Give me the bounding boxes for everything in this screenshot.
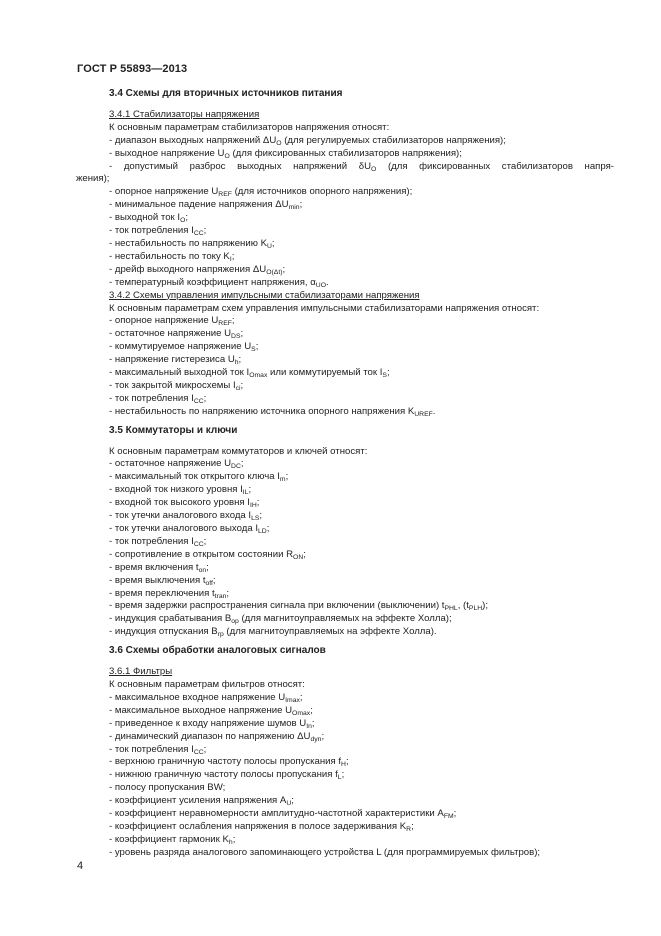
- list-item: - напряжение гистерезиса $U_h$;: [109, 354, 242, 367]
- list-item: - максимальный выходной ток $I_{Omax}$ или коммутируемый ток $I_S$;: [109, 367, 390, 380]
- list-item: - температурный коэффициент напряжения, $\alpha_{UO}$.: [109, 276, 329, 289]
- list-item: - приведенное к входу напряжение шумов $U_{In}$;: [109, 717, 315, 730]
- list-item: - коэффициент гармоник $K_h$;: [109, 833, 236, 846]
- section-3-6-1-title: 3.6.1 Фильтры: [109, 666, 173, 678]
- list-item: - опорное напряжение $U_{REF}$ (для источников опорного напряжения);: [109, 186, 413, 199]
- list-item: - сопротивление в открытом состоянии $R_{ON}$;: [109, 548, 306, 561]
- list-item: - ток закрытой микросхемы $I_{ci}$;: [109, 379, 244, 392]
- list-item: - максимальное входное напряжение $U_{Imax}$;: [109, 691, 303, 704]
- list-item: - верхнюю граничную частоту полосы пропускания $f_H$;: [109, 756, 349, 769]
- list-item: - дрейф выходного напряжения $\Delta U_{O(\Delta t)}$;: [109, 263, 286, 276]
- list-item: - уровень разряда аналогового запоминающего устройства L (для программируемых фильтров);: [109, 846, 541, 858]
- list-item: - время выключения $t_{off}$;: [109, 574, 216, 587]
- list-item: - нижнюю граничную частоту полосы пропускания $f_L$;: [109, 769, 345, 782]
- list-item: - индукция отпускания $B_{rp}$ (для магнитоуправляемых на эффекте Холла).: [109, 626, 437, 639]
- list-item: - входной ток высокого уровня $I_{IH}$;: [109, 497, 260, 510]
- list-item: - коэффициент неравномерности амплитудно-частотной характеристики $A_{FM}$;: [109, 808, 457, 821]
- list-item: - опорное напряжение $U_{REF}$;: [109, 315, 235, 328]
- section-3-4-title: 3.4 Схемы для вторичных источников питания: [109, 88, 343, 99]
- list-item: - коэффициент усиления напряжения $A_U$;: [109, 795, 294, 808]
- section-3-4-2-intro: К основным параметрам схем управления импульсными стабилизаторами напряжения относят:: [109, 302, 540, 314]
- list-item: - нестабильность по напряжению источника опорного напряжения $K_{UREF}$.: [109, 405, 436, 418]
- list-item: - коэффициент ослабления напряжения в полосе задерживания $K_R$;: [109, 820, 414, 833]
- list-item: - максимальный ток открытого ключа $I_m$;: [109, 471, 289, 484]
- document-header: ГОСТ Р 55893—2013: [77, 63, 188, 75]
- list-item: - полосу пропускания BW;: [109, 782, 226, 794]
- list-item: - коммутируемое напряжение $U_S$;: [109, 341, 259, 354]
- list-item-continuation: жения);: [76, 173, 110, 185]
- list-item: - время переключения $t_{tran}$;: [109, 587, 230, 600]
- list-item: - ток потребления $I_{CC}$;: [109, 535, 207, 548]
- page-number: 4: [77, 860, 84, 872]
- list-item: - выходное напряжение $U_O$ (для фиксированных стабилизаторов напряжения);: [109, 147, 462, 160]
- list-item: - ток потребления $I_{CC}$;: [109, 392, 207, 405]
- list-item: - индукция срабатывания $B_{op}$ (для магнитоуправляемых на эффекте Холла);: [109, 613, 452, 626]
- list-item: - остаточное напряжение $U_{DS}$;: [109, 328, 244, 341]
- section-3-5-title: 3.5 Коммутаторы и ключи: [109, 424, 238, 436]
- list-item: - входной ток низкого уровня $I_{IL}$;: [109, 484, 252, 497]
- list-item: - выходной ток $I_O$;: [109, 212, 189, 225]
- list-item: - время задержки распространения сигнала при включении (выключении) $t_{PHL}$, $(t_{PLH})$;: [109, 600, 489, 613]
- list-item: - минимальное падение напряжения $\Delta U_{min}$;: [109, 199, 303, 212]
- list-item: - ток потребления $I_{CC}$;: [109, 743, 207, 756]
- list-item: - ток утечки аналогового входа $I_{LS}$;: [109, 510, 263, 523]
- list-item: - максимальное выходное напряжение $U_{Omax}$;: [109, 704, 313, 717]
- section-3-6-title: 3.6 Схемы обработки аналоговых сигналов: [109, 645, 326, 657]
- list-item: - ток утечки аналогового выхода $I_{LD}$;: [109, 523, 270, 535]
- section-3-6-1-intro: К основным параметрам фильтров относят:: [109, 678, 305, 690]
- section-3-4-1-intro: К основным параметрам стабилизаторов напряжения относят:: [109, 121, 390, 133]
- page-content: [76, 88, 614, 860]
- list-item: - диапазон выходных напряжений $\Delta U_O$ (для регулируемых стабилизаторов напряжения);: [109, 134, 506, 147]
- section-3-4-2-title: 3.4.2 Схемы управления импульсными стабилизаторами напряжения: [109, 289, 420, 301]
- list-item: - динамический диапазон по напряжению $\Delta U_{dyn}$;: [109, 730, 325, 743]
- list-item: - ток потребления $I_{CC}$;: [109, 225, 207, 238]
- list-item: - остаточное напряжение $U_{DC}$;: [109, 458, 244, 471]
- list-item: - нестабильность по напряжению $K_U$;: [109, 237, 275, 250]
- section-3-5-intro: К основным параметрам коммутаторов и ключей относят:: [109, 445, 368, 457]
- list-item: - время включения $t_{on}$;: [109, 561, 209, 574]
- list-item: - допустимый разброс выходных напряжений $\delta U_O$ (для фиксированных стабилизаторов напря-: [109, 160, 614, 173]
- section-3-4-1-title: 3.4.1 Стабилизаторы напряжения: [109, 108, 260, 120]
- list-item: - нестабильность по току $K_I$;: [109, 250, 235, 263]
